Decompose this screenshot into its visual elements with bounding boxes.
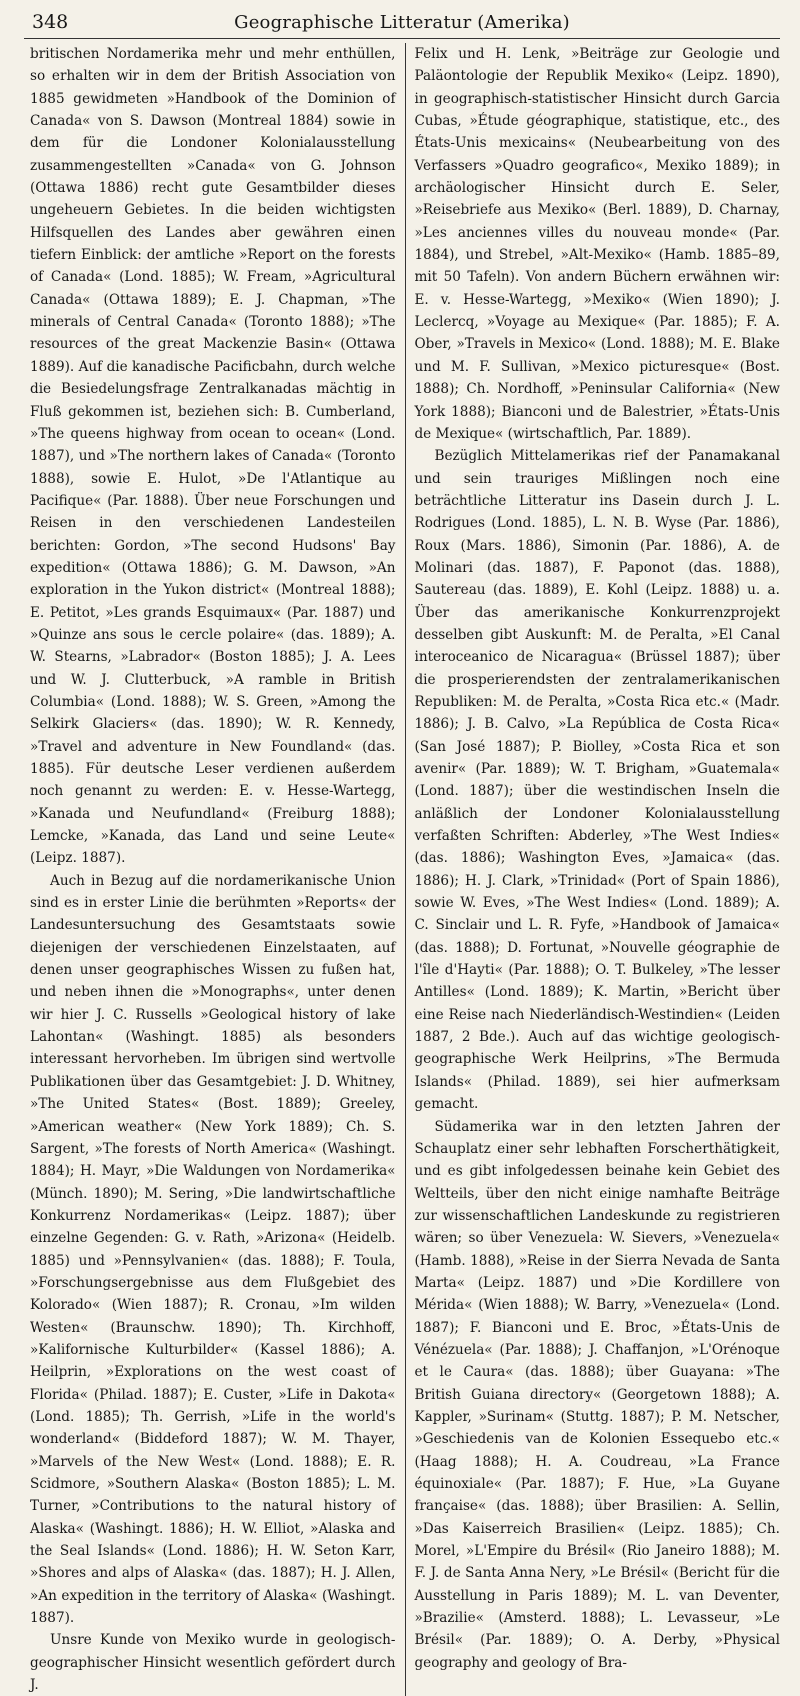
left-column [24, 43, 396, 1696]
paragraph-mexico-start: Unsre Kunde von Mexiko wurde in geologisch-geographischer Hinsicht wesentlich gefördert durch J. [30, 1632, 396, 1694]
paragraph-canada: britischen Nordamerika mehr und mehr enthüllen, so erhalten wir in dem der British Association von 1885 gewidmeten »Handbook of the Dominion of Canada« von S. Dawson (Montreal 1884) sowie in dem für die Londoner Kolonialausstellung zusammengestellten »Canada« von G. Johnson (Ottawa 1886) recht gute Gesamtbilder dieses ungeheuern Gebietes. In die beiden wichtigsten Hilfsquellen des Landes aber gewähren einen tiefern Einblick: der amtliche »Report on the forests of Canada« (Lond. 1885); W. Fream, »Agricultural Canada« (Ottawa 1889); E. J. Chapman, »The minerals of Central Canada« (Toronto 1888); »The resources of the great Mackenzie Basin« (Ottawa 1889). Auf die kanadische Pacificbahn, durch welche die Besiedelungsfrage Zentralkanadas mächtig in Fluß gekommen ist, beziehen sich: B. Cumberland, »The queens highway from ocean to ocean« (Lond. 1887), und »The northern lakes of Canada« (Toronto 1888), sowie E. Hulot, »De l'Atlantique au Pacifique« (Par. 1888). Über neue Forschungen und Reisen in den verschiedenen Landesteilen berichten: Gordon, »The second Hudsons' Bay expedition« (Ottawa 1886); G. M. Dawson, »An exploration in the Yukon district« (Montreal 1888); E. Petitot, »Les grands Esquimaux« (Par. 1887) und »Quinze ans sous le cercle polaire« (das. 1889); A. W. Stearns, »Labrador« (Boston 1885); J. A. Lees und W. J. Clutterbuck, »A ramble in British Columbia« (Lond. 1888); W. S. Green, »Among the Selkirk Glaciers« (das. 1890); W. R. Kennedy, »Travel and adventure in New Foundland« (das. 1885). Für deutsche Leser verdienen außerdem noch genannt zu werden: E. v. Hesse-Wartegg, »Kanada und Neufundland« (Freiburg 1888); Lemcke, »Kanada, das Land und seine Leute« (Leipz. 1887). [30, 46, 396, 867]
paragraph-mexico-continued: Felix und H. Lenk, »Beiträge zur Geologie und Paläontologie der Republik Mexiko« (Leipz. 1890), in geographisch-statistischer Hinsicht durch Garcia Cubas, »Étude géographique, statistique, etc., des États-Unis mexicains« (Neubearbeitung von des Verfassers »Quadro geografico«, Mexiko 1889); in archäologischer Hinsicht durch E. Seler, »Reisebriefe aus Mexiko« (Berl. 1889), D. Charnay, »Les anciennes villes du nouveau monde« (Par. 1884), und Strebel, »Alt-Mexiko« (Hamb. 1885–89, mit 50 Tafeln). Von andern Büchern erwähnen wir: E. v. Hesse-Wartegg, »Mexiko« (Wien 1890); J. Leclercq, »Voyage au Mexique« (Par. 1885); F. A. Ober, »Travels in Mexico« (Lond. 1888); M. E. Blake und M. F. Sullivan, »Mexico picturesque« (Bost. 1888); Ch. Nordhoff, »Peninsular California« (New York 1888); Bianconi und de Balestrier, »États-Unis de Mexique« (wirtschaftlich, Par. 1889). [414, 46, 780, 442]
page-header [24, 8, 780, 39]
paragraph-united-states: Auch in Bezug auf die nordamerikanische Union sind es in erster Linie die berühmten »Reports« der Landesuntersuchung des Gesamtstaats sowie diejenigen der verschiedenen Einzelstaaten, auf denen unser geographisches Wissen zu fußen hat, und neben ihnen die »Monographs«, unter denen wir hier J. C. Russells »Geological history of lake Lahontan« (Washingt. 1885) als besonders interessant hervorheben. Im übrigen sind wertvolle Publikationen über das Gesamtgebiet: J. D. Whitney, »The United States« (Bost. 1889); Greeley, »American weather« (New York 1889); Ch. S. Sargent, »The forests of North America« (Washingt. 1884); H. Mayr, »Die Waldungen von Nordamerika« (Münch. 1890); M. Sering, »Die landwirtschaftliche Konkurrenz Nordamerikas« (Leipz. 1887); über einzelne Gegenden: G. v. Rath, »Arizona« (Heidelb. 1885) und »Pennsylvanien« (das. 1888); F. Toula, »Forschungsergebnisse aus dem Flußgebiet des Kolorado« (Wien 1887); R. Cronau, »Im wilden Westen« (Braunschw. 1890); Th. Kirchhoff, »Kalifornische Kulturbilder« (Kassel 1886); A. Heilprin, »Explorations on the west coast of Florida« (Philad. 1887); E. Custer, »Life in Dakota« (Lond. 1885); Th. Gerrish, »Life in the world's wonderland« (Biddeford 1887); W. M. Thayer, »Marvels of the New West« (Lond. 1888); E. R. Scidmore, »Southern Alaska« (Boston 1885); L. M. Turner, »Contributions to the natural history of Alaska« (Washingt. 1886); H. W. Elliot, »Alaska and the Seal Islands« (Lond. 1886); H. W. Seton Karr, »Shores and alps of Alaska« (das. 1887); H. J. Allen, »An expedition in the territory of Alaska« (Washingt. 1887). [30, 872, 396, 1627]
text-columns [24, 43, 780, 1696]
column-divider [405, 43, 406, 1696]
right-column [414, 43, 780, 1696]
paragraph-central-america: Bezüglich Mittelamerikas rief der Panamakanal und sein trauriges Mißlingen noch eine beträchtliche Litteratur ins Dasein durch J. L. Rodrigues (Lond. 1885), L. N. B. Wyse (Par. 1886), Roux (Mars. 1886), Simonin (Par. 1886), A. de Molinari (das. 1887), F. Paponot (das. 1888), Sautereau (das. 1889), E. Kohl (Leipz. 1888) u. a. Über das amerikanische Konkurrenzprojekt desselben gibt Auskunft: M. de Peralta, »El Canal interoceanico de Nicaragua« (Brüssel 1887); über die prosperierendsten der zentralamerikanischen Republiken: M. de Peralta, »Costa Rica etc.« (Madr. 1886); J. B. Calvo, »La República de Costa Rica« (San José 1887); P. Biolley, »Costa Rica et son avenir« (Par. 1889); W. T. Brigham, »Guatemala« (Lond. 1887); über die westindischen Inseln die anläßlich der Londoner Kolonialausstellung verfaßten Schriften: Abderley, »The West Indies« (das. 1886); Washington Eves, »Jamaica« (das. 1886); H. J. Clark, »Trinidad« (Port of Spain 1886), sowie W. Eves, »The West Indies« (Lond. 1889); A. C. Sinclair und L. R. Fyfe, »Handbook of Jamaica« (das. 1888); D. Fortunat, »Nouvelle géographie de l'île d'Hayti« (Par. 1888); O. T. Bulkeley, »The lesser Antilles« (Lond. 1889); K. Martin, »Bericht über eine Reise nach Niederländisch-Westindien« (Leiden 1887, 2 Bde.). Auch auf das wichtige geologisch-geographische Werk Heilprins, »The Bermuda Islands« (Philad. 1889), sei hier aufmerksam gemacht. [414, 448, 780, 1113]
page-number: 348 [32, 11, 69, 33]
running-title: Geographische Litteratur (Amerika) [234, 12, 570, 33]
paragraph-south-america: Südamerika war in den letzten Jahren der Schauplatz einer sehr lebhaften Forscherthätigkeit, und es gibt infolgedessen beinahe kein Gebiet des Weltteils, über den nicht einige namhafte Beiträge zur wissenschaftlichen Landeskunde zu registrieren wären; so über Venezuela: W. Sievers, »Venezuela« (Hamb. 1888), »Reise in der Sierra Nevada de Santa Marta« (Leipz. 1887) und »Die Kordillere von Mérida« (Wien 1888); W. Barry, »Venezuela« (Lond. 1887); F. Bianconi und E. Broc, »États-Unis de Vénézuela« (Par. 1888); J. Chaffanjon, »L'Orénoque et le Caura« (das. 1888); über Guayana: »The British Guiana directory« (Georgetown 1888); A. Kappler, »Surinam« (Stuttg. 1887); P. M. Netscher, »Geschiedenis van de Kolonien Essequebo etc.« (Haag 1888); H. A. Coudreau, »La France équinoxiale« (Par. 1887); F. Hue, »La Guyane française« (das. 1888); über Brasilien: A. Sellin, »Das Kaiserreich Brasilien« (Leipz. 1885); Ch. Morel, »L'Empire du Brésil« (Rio Janeiro 1888); M. F. J. de Santa Anna Nery, »Le Brésil« (Bericht für die Ausstellung in Paris 1889); M. L. van Deventer, »Brazilie« (Amsterd. 1888); L. Levasseur, »Le Brésil« (Par. 1889); O. A. Derby, »Physical geography and geology of Bra- [414, 1118, 780, 1671]
